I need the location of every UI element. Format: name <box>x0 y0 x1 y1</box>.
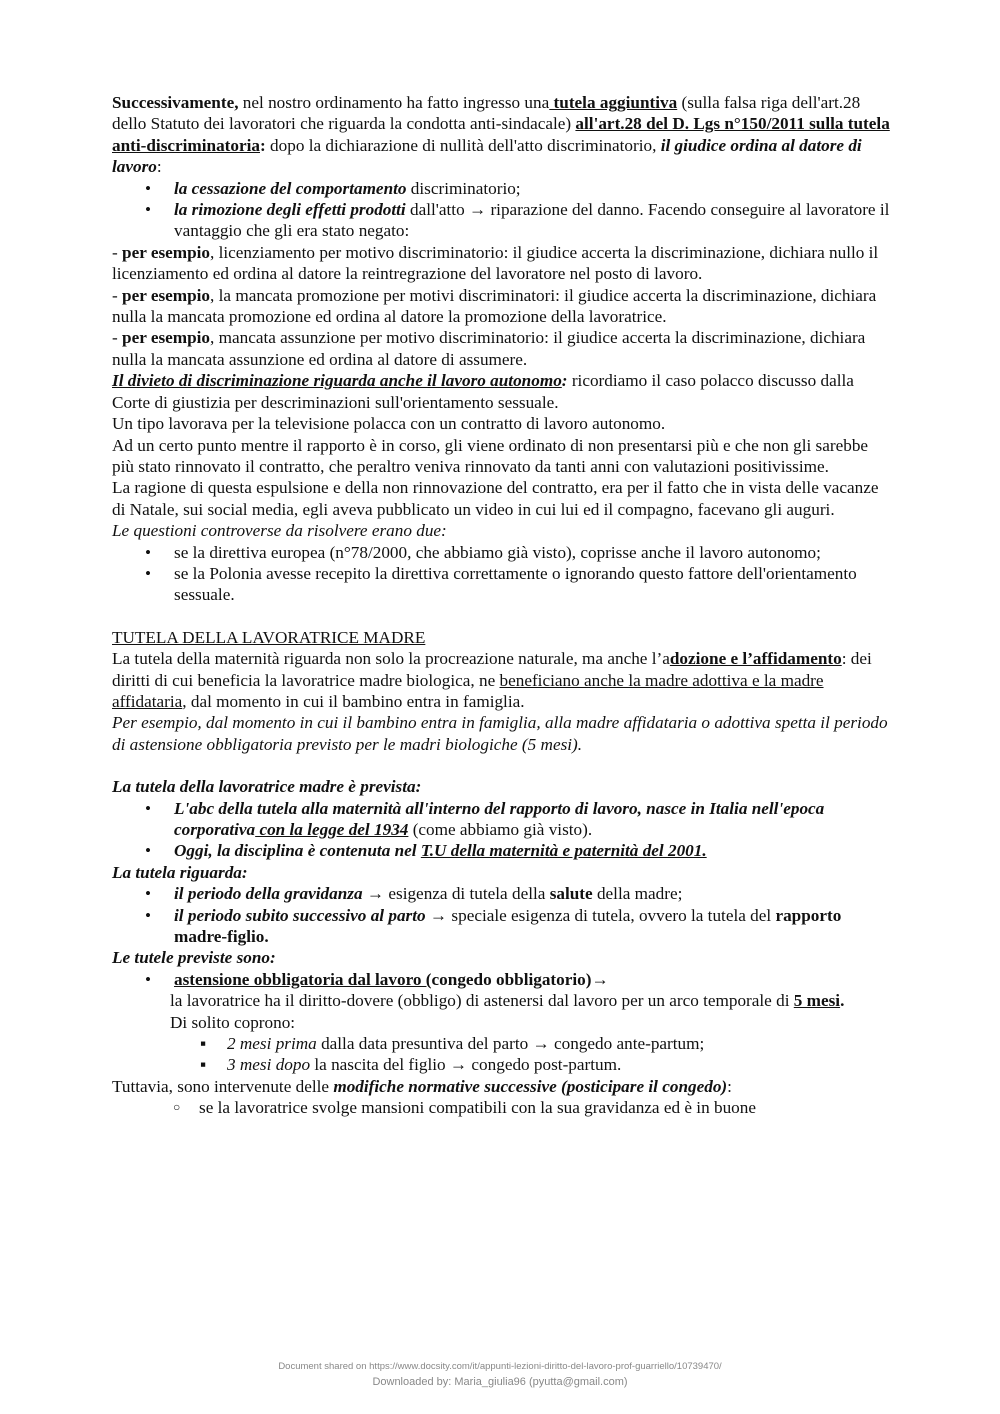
example-paragraph <box>112 285 892 328</box>
list-item <box>112 199 892 242</box>
bullet-list <box>112 969 892 990</box>
text: dalla data presuntiva del parto → congedo ante-partum; <box>316 1034 705 1054</box>
text: dopo la dichiarazione di nullità dell'atto discriminatorio, <box>265 135 661 155</box>
example-paragraph <box>112 242 892 285</box>
text: - <box>112 328 123 348</box>
spacer <box>112 606 892 627</box>
paragraph-italic: Le questioni controverse da risolvere erano due: <box>112 521 447 541</box>
list-item <box>170 1033 892 1054</box>
text-bold-italic: il periodo della gravidanza <box>174 884 363 904</box>
footer-shared-url: Document shared on https://www.docsity.com/it/appunti-lezioni-diritto-del-lavoro-prof-guarriello/10739470/ <box>278 1361 722 1372</box>
text-bold: rapporto madre-figlio. <box>174 905 842 947</box>
text-bold-italic: Oggi, la disciplina è contenuta nel <box>174 841 421 861</box>
text-underlined: beneficiano anche la madre adottiva e la madre affidataria <box>112 670 824 711</box>
paragraph-bold-italic: Le tutele previste sono: <box>112 948 276 968</box>
text-bold: congedo obbligatorio) <box>431 969 592 989</box>
arrow-glyph: → <box>591 969 609 989</box>
text-bold-italic-underlined: con la legge del 1934 <box>255 820 409 839</box>
text: : dei diritti di cui beneficia la lavoratrice madre biologica, ne <box>112 649 872 690</box>
text: , mancata assunzione per motivo discriminatorio: il giudice accerta la discriminazione, dichiara nulla la mancata assunzione ed ordina al datore di assumere. <box>112 328 866 369</box>
paragraph <box>112 1076 892 1097</box>
list-item <box>170 1054 892 1075</box>
list-item <box>112 883 892 904</box>
text-bold: Successivamente, <box>112 93 239 112</box>
list-item <box>112 969 892 990</box>
text-bold-underlined: all'art.28 del D. Lgs n°150/2011 sulla tutela anti-discriminatoria <box>112 114 890 155</box>
paragraph: Un tipo lavorava per la televisione polacca con un contratto di lavoro autonomo. <box>112 414 666 434</box>
paragraph-indented: Di solito coprono: <box>170 1012 296 1032</box>
text-bold-underlined: tutela aggiuntiva <box>549 93 678 112</box>
text-bold-italic: modifiche normative successive (posticipare il congedo) <box>333 1076 728 1096</box>
text: dall'atto → riparazione del danno. Facendo conseguire al lavoratore il vantaggio che gli era stato negato: <box>174 200 890 241</box>
paragraph-italic: Per esempio, dal momento in cui il bambino entra in famiglia, alla madre affidataria o adottiva spetta il periodo di astensione obbligatoria previsto per le madri biologiche (5 mesi). <box>112 713 888 754</box>
text-bold-underlined: ( <box>421 969 432 989</box>
text: , licenziamento per motivo discriminatorio: il giudice accerta la discriminazione, dichiara nullo il licenziamento ed ordina al datore la reintregrazione del lavoratore nel posto di lavoro. <box>112 242 879 284</box>
document-page <box>112 92 892 1119</box>
example-paragraph <box>112 327 892 370</box>
bullet-list <box>112 542 892 606</box>
paragraph-maternity <box>112 648 892 712</box>
text-bold-underlined: astensione obbligatoria dal lavoro <box>174 969 422 989</box>
paragraph-autonomous-work <box>112 370 892 413</box>
section-heading: TUTELA DELLA LAVORATRICE MADRE <box>112 627 426 647</box>
text-bold-italic: il periodo subito successivo al parto <box>174 905 426 925</box>
paragraph-bold-italic: La tutela della lavoratrice madre è prevista: <box>112 777 422 797</box>
text-bold: per esempio <box>122 242 211 262</box>
list-item <box>112 178 892 199</box>
list-item <box>112 798 892 841</box>
paragraph: Ad un certo punto mentre il rapporto è in corso, gli viene ordinato di non presentarsi più e che non gli sarebbe più stato rinnovato il contratto, che peraltro veniva rinnovato da tanti anni con valutazioni positivissime. <box>112 435 869 476</box>
list-item: • se la direttiva europea (n°78/2000, che abbiamo già visto), coprisse anche il lavoro autonomo; <box>112 542 892 563</box>
footer-downloaded-by: Downloaded by: Maria_giulia96 (pyutta@gmail.com) <box>372 1376 628 1388</box>
text: → esigenza di tutela della <box>362 884 550 904</box>
square-bullet-list <box>112 1033 892 1076</box>
bullet-list <box>112 883 892 947</box>
text: : <box>727 1076 732 1096</box>
text-bold: . <box>840 991 845 1011</box>
text-bold-italic-underlined: Il divieto di discriminazione riguarda anche il lavoro autonomo <box>112 371 562 391</box>
text: della madre; <box>592 884 683 904</box>
text: Tuttavia, sono intervenute delle <box>112 1076 334 1096</box>
text-bold-underlined: dozione e l’affidamento <box>669 649 842 669</box>
text-bold-italic: il giudice ordina al datore di lavoro <box>112 135 862 177</box>
text: La tutela della maternità riguarda non solo la procreazione naturale, ma anche l’a <box>112 649 670 669</box>
paragraph: La ragione di questa espulsione e della non rinnovazione del contratto, era per il fatto che in vista delle vacanze di Natale, sui social media, egli aveva pubblicato un video in cui lui ed il compagno, facevano gli auguri. <box>112 478 879 519</box>
list-item <box>112 840 892 861</box>
paragraph-bold-italic: La tutela riguarda: <box>112 862 248 882</box>
list-item: • se la Polonia avesse recepito la direttiva correttamente o ignorando questo fattore dell'orientamento sessuale. <box>112 563 892 606</box>
text: ricordiamo il caso polacco discusso dalla Corte di giustizia per descriminazioni sull'orientamento sessuale. <box>112 371 854 412</box>
bullet-list <box>112 798 892 862</box>
circle-bullet-list <box>112 1097 892 1118</box>
text: : <box>156 157 162 177</box>
text: la lavoratrice ha il diritto-dovere (obbligo) di astenersi dal lavoro per un arco temporale di <box>170 991 794 1011</box>
text: , dal momento in cui il bambino entra in famiglia. <box>182 691 525 711</box>
text-bold-italic-underlined: T.U della maternità e paternità del 2001. <box>420 841 707 861</box>
paragraph-indented <box>112 990 892 1011</box>
text-bold: salute <box>549 884 593 904</box>
text-bold-italic: la cessazione del comportamento <box>174 178 407 198</box>
page-footer <box>0 1360 1000 1391</box>
text: (come abbiamo già visto). <box>408 820 593 839</box>
spacer <box>112 755 892 776</box>
paragraph-intro <box>112 92 892 178</box>
text: discriminatorio; <box>406 178 521 198</box>
list-item: ○ se la lavoratrice svolge mansioni compatibili con la sua gravidanza ed è in buone <box>112 1097 892 1118</box>
text-bold: : <box>260 135 266 155</box>
text: - <box>112 285 123 305</box>
text: , la mancata promozione per motivi discriminatori: il giudice accerta la discriminazione, dichiara nulla la mancata promozione ed ordina al datore la promozione della lavoratrice. <box>112 285 877 327</box>
text-italic: 2 mesi prima <box>227 1034 317 1054</box>
bullet-list <box>112 178 892 242</box>
text: → speciale esigenza di tutela, ovvero la tutela del <box>425 905 776 925</box>
text-bold-italic: : <box>561 371 568 391</box>
text-italic: 3 mesi dopo <box>227 1055 311 1075</box>
text: nel nostro ordinamento ha fatto ingresso una <box>238 93 550 112</box>
list-item <box>112 905 892 948</box>
text: la nascita del figlio → congedo post-partum. <box>310 1055 622 1075</box>
text: - <box>112 242 123 262</box>
text-bold-italic: la rimozione degli effetti prodotti <box>174 200 406 220</box>
text-bold: per esempio <box>122 285 211 305</box>
text-bold: per esempio <box>122 328 211 348</box>
text-bold-underlined: 5 mesi <box>793 991 841 1011</box>
text: (sulla falsa riga dell'art.28 dello Statuto dei lavoratori che riguarda la condotta anti-sindacale) <box>112 93 861 134</box>
text-bold-italic: L'abc della tutela alla maternità all'interno del rapporto di lavoro, nasce in Italia nell'epoca corporativa <box>174 798 825 839</box>
